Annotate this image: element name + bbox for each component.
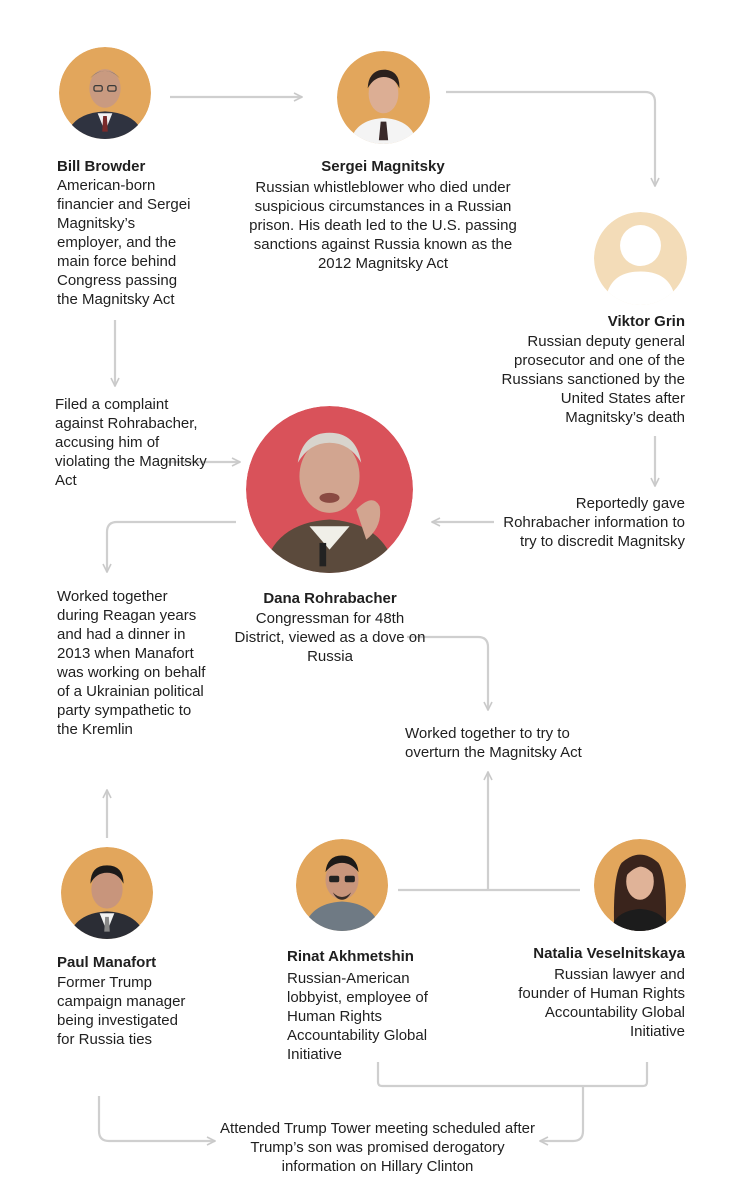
name-natalia-veselnitskaya: Natalia Veselnitskaya <box>533 945 685 962</box>
name-paul-manafort: Paul Manafort <box>57 954 157 971</box>
link-note-grin-info: Reportedly gave Rohrabacher information to try to discredit Magnitsky <box>503 495 685 550</box>
desc-rinat-akhmetshin: Russian-American lobbyist, employee of Human Rights Accountability Global Initiative <box>287 970 428 1063</box>
name-bill-browder: Bill Browder <box>57 158 146 175</box>
placeholder-head-icon <box>620 225 661 266</box>
desc-bill-browder: American-born financier and Sergei Magnitsky’s employer, and the main force behind Congress passing the Magnitsky Act <box>57 177 191 308</box>
name-dana-rohrabacher: Dana Rohrabacher <box>263 590 397 607</box>
line-bracket-to-meeting <box>540 1086 583 1141</box>
avatar-dana-rohrabacher <box>246 406 413 573</box>
desc-dana-rohrabacher: Congressman for 48th District, viewed as a dove on Russia <box>234 610 426 665</box>
avatar-sergei-magnitsky <box>337 51 430 144</box>
name-rinat-akhmetshin: Rinat Akhmetshin <box>287 948 414 965</box>
avatar-viktor-grin <box>594 212 687 305</box>
desc-paul-manafort: Former Trump campaign manager being investigated for Russia ties <box>57 974 186 1048</box>
link-note-complaint: Filed a complaint against Rohrabacher, accusing him of violating the Magnitsky Act <box>55 396 207 489</box>
link-note-overturn: Worked together to try to overturn the Magnitsky Act <box>405 725 582 761</box>
avatar-bill-browder <box>59 47 151 139</box>
desc-natalia-veselnitskaya: Russian lawyer and founder of Human Rights Accountability Global Initiative <box>518 966 685 1040</box>
name-sergei-magnitsky: Sergei Magnitsky <box>321 158 445 175</box>
line-rohrabacher-to-reagan <box>107 522 236 572</box>
link-note-reagan-dinner: Worked together during Reagan years and had a dinner in 2013 when Manafort was working on behalf of a Ukrainian political party sympathetic to the Kremlin <box>57 588 206 738</box>
desc-sergei-magnitsky: Russian whistleblower who died under suspicious circumstances in a Russian prison. His death led to the U.S. passing sanctions against Russia known as the 2012 Magnitsky Act <box>249 179 517 272</box>
line-akh-vesel-bracket <box>378 1062 647 1086</box>
desc-viktor-grin: Russian deputy general prosecutor and one of the Russians sanctioned by the United States after Magnitsky’s death <box>501 333 685 426</box>
avatar-natalia-veselnitskaya <box>594 839 686 931</box>
name-viktor-grin: Viktor Grin <box>607 313 685 330</box>
avatar-paul-manafort <box>61 847 153 939</box>
link-note-trump-tower: Attended Trump Tower meeting scheduled after Trump’s son was promised derogatory information on Hillary Clinton <box>220 1120 535 1175</box>
avatar-rinat-akhmetshin <box>296 839 388 931</box>
line-manafort-to-meeting <box>99 1096 215 1141</box>
